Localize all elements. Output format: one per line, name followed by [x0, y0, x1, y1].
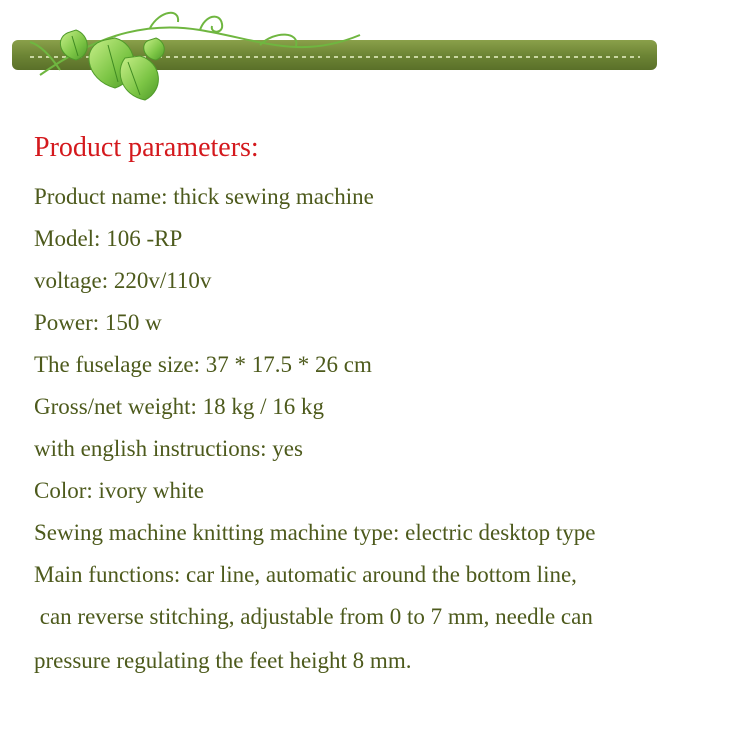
param-product-name: Product name: thick sewing machine	[34, 184, 374, 209]
param-main-functions-2: can reverse stitching, adjustable from 0 to 7 mm, needle can	[34, 604, 593, 629]
section-heading: Product parameters:	[34, 132, 259, 163]
param-main-functions-3: pressure regulating the feet height 8 mm.	[34, 648, 412, 673]
param-instructions: with english instructions: yes	[34, 436, 303, 461]
vine-banner	[0, 0, 750, 110]
param-voltage: voltage: 220v/110v	[34, 268, 212, 293]
param-fuselage-size: The fuselage size: 37 * 17.5 * 26 cm	[34, 352, 372, 377]
param-machine-type: Sewing machine knitting machine type: electric desktop type	[34, 520, 596, 545]
param-color: Color: ivory white	[34, 478, 204, 503]
param-weight: Gross/net weight: 18 kg / 16 kg	[34, 394, 325, 419]
param-main-functions-1: Main functions: car line, automatic around the bottom line,	[34, 562, 577, 587]
param-power: Power: 150 w	[34, 310, 162, 335]
param-model: Model: 106 -RP	[34, 226, 183, 251]
